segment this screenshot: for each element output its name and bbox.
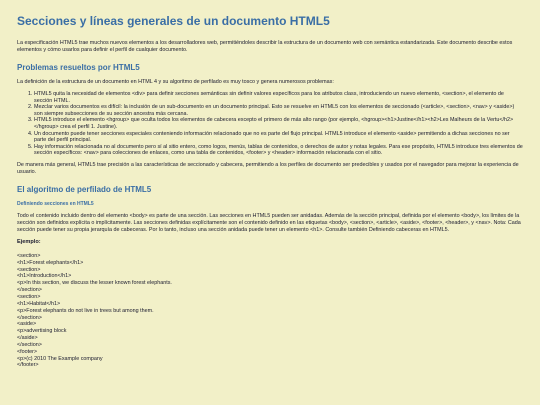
code-line: <p>(c) 2010 The Example company bbox=[17, 355, 103, 362]
section-heading-problems: Problemas resueltos por HTML5 bbox=[17, 63, 140, 72]
code-line: <aside> bbox=[17, 321, 37, 328]
code-line: <p>advertising block bbox=[17, 328, 67, 335]
code-line: <section> bbox=[17, 294, 41, 300]
code-line: <h1>Forest elephants</h1> bbox=[17, 259, 84, 266]
intro-paragraph: La especificación HTML5 trae muchos nuevos elementos a los desarrolladores web, permitiéndoles describir la estructura de un documento web con semántica estandarizada. Este documento describe estos elementos y cómo usarlos para definir el perfil de cualquier documento. bbox=[17, 40, 513, 53]
code-line: <p>In this section, we discuss the lesser known forest elephants. bbox=[17, 280, 172, 287]
code-line: <h1>Introduction</h1> bbox=[17, 273, 72, 280]
example-label: Ejemplo: bbox=[17, 238, 41, 245]
list-item: 3. HTML5 introduce el elemento <hgroup> que oculta todos los elementos de cabecera excepto el primero de más alto rango (por ejemplo, <hgroup><h1>Justine</h1><h2>Les Malheurs de la Vertu</h2></hgroup> crea el perfil 1. Justine). bbox=[34, 117, 523, 130]
code-line: </section> bbox=[17, 341, 42, 348]
section-heading-algorithm: El algoritmo de perfilado de HTML5 bbox=[17, 184, 152, 194]
list-item: 5. Hay información relacionada no al documento pero sí al sitio entero, como logos, menús, tablas de contenidos, o derechos de autor y notas legales. Para ese propósito, HTML5 introduce tres elementos de sección específicos: <nav> para colecciones de enlaces, como una tabla de contenidos, <footer> y <header> información relacionada con el sitio. bbox=[34, 144, 523, 157]
code-line: <section> bbox=[17, 252, 41, 259]
code-line: <section> bbox=[17, 266, 41, 273]
code-line: <p>Forest elephants do not live in trees but among them. bbox=[17, 307, 154, 314]
problems-closing-paragraph: De manera más general, HTML5 trae precisión a las características de seccionado y cabecera, permitiendo a los perfiles de documento ser predecibles y usados por el navegador para mejorar la experiencia de usuario. bbox=[17, 161, 519, 175]
page-title: Secciones y líneas generales de un documento HTML5 bbox=[17, 14, 330, 28]
problems-lead-paragraph: La definición de la estructura de un documento en HTML 4 y su algoritmo de perfilado es muy tosco y genera numerosos problemas: bbox=[17, 79, 334, 85]
problems-list bbox=[17, 91, 523, 157]
code-line: </footer> bbox=[17, 362, 39, 369]
code-line: </aside> bbox=[17, 335, 38, 342]
algorithm-body-paragraph: Todo el contenido incluido dentro del elemento <body> es parte de una sección. Las secciones en HTML5 pueden ser anidadas. Además de la sección principal, definida por el elemento <body>, los límites de la sección son definidos explícita o implícitamente. Las secciones definidas explícitamente son el contenido definido en las etiquetas <body>, <section>, <article>, <aside>, <footer>, <header>, y <nav>. Nota: Cada sección puede tener su propia jerarquía de cabeceras. Por lo tanto, incluso una sección anidada puede tener un elemento <h1>. Consulte también Definiendo cabeceras en HTML5. bbox=[17, 212, 521, 233]
code-line: </section> bbox=[17, 287, 42, 294]
code-line: <footer> bbox=[17, 348, 38, 355]
code-line: </section> bbox=[17, 314, 42, 321]
subheading-defining-sections: Definiendo secciones en HTML5 bbox=[17, 200, 94, 207]
list-item: 2. Mezclar varios documentos es difícil: la inclusión de un sub-documento en un documento principal. Esto se resuelve en HTML5 con los elementos de seccionado (<article>, <section>, <nav> y <aside>) son siempre subsecciones de su sección ancestra más cercana. bbox=[34, 104, 523, 117]
code-line: <h1>Habitat</h1> bbox=[17, 300, 61, 307]
list-item: 1. HTML5 quita la necesidad de elementos <div> para definir secciones semánticas sin definir valores específicos para los atributos class, introduciendo un nuevo elemento, <section>, el elemento de sección HTML. bbox=[34, 91, 523, 104]
code-example bbox=[17, 253, 523, 369]
list-item: 4. Un documento puede tener secciones especiales conteniendo información relacionado que no es parte del flujo principal. HTML5 introduce el elemento <aside> permitiendo a dichas secciones no ser parte del perfil principal. bbox=[34, 131, 523, 144]
